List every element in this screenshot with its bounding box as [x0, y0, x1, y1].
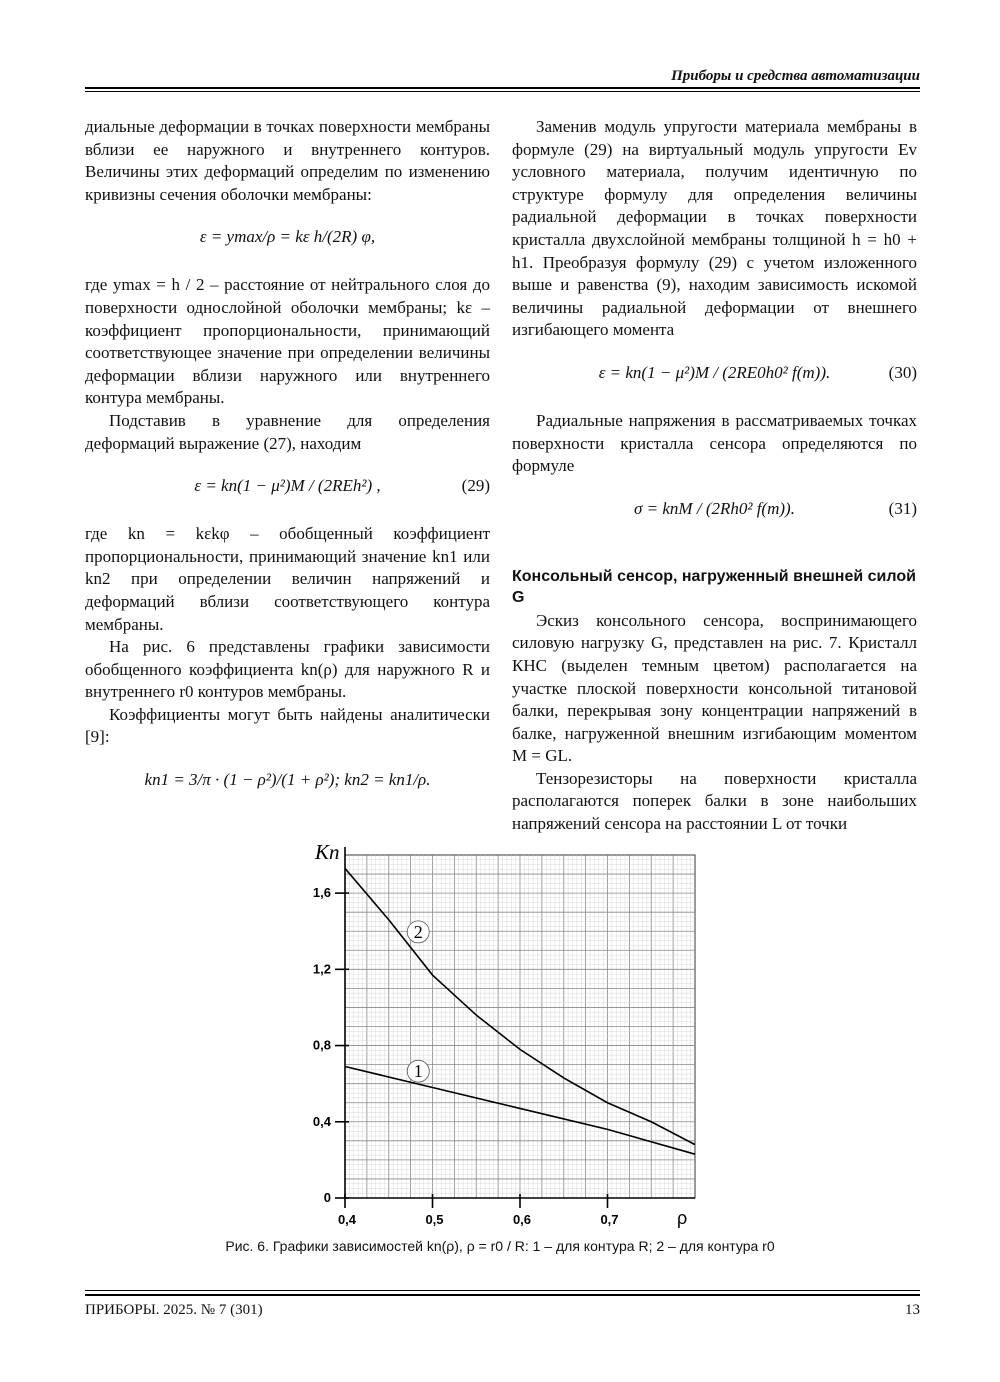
footer-rule-thin: [85, 1290, 920, 1291]
journal-section-title: Приборы и средства автоматизации: [671, 68, 920, 84]
curve-label-2: 2: [413, 921, 423, 942]
footer-rule: [85, 1294, 920, 1296]
figure-caption: Рис. 6. Графики зависимостей kn(ρ), ρ = r0 / R: 1 – для контура R; 2 – для контура r0: [225, 1238, 775, 1254]
x-tick-label: 0,4: [337, 1212, 357, 1227]
page-number: 13: [905, 1302, 920, 1318]
equation-number: (29): [461, 476, 490, 496]
y-tick-label: 0: [323, 1190, 331, 1205]
y-tick-label: 1,2: [312, 961, 331, 977]
paragraph: где kn = kεkφ – обобщенный коэффициент пропорциональности, принимающий значение kn1 или kn2 при определении величин напряжений и деформаций вблизи соответствующего контура мембраны.: [85, 524, 490, 634]
x-tick-label: 0,7: [600, 1212, 619, 1227]
equation-body: ε = kn(1 − μ²)M / (2RE0h0² f(m)).: [598, 362, 831, 382]
paragraph: Коэффициенты могут быть найдены аналитически [9]:: [85, 704, 490, 747]
equation-29: [85, 461, 490, 517]
paragraph: Тензорезисторы на поверхности кристалла располагаются поперек балки в зоне наибольших напряжений сенсора на расстоянии L от точки: [512, 768, 917, 834]
paragraph: Заменив модуль упругости материала мембраны в формуле (29) на виртуальный модуль упругости Ev условного материала, получим идентичную по структуре формулу для определения величины радиальной деформации в точках поверхности кристалла двухслойной мембраны толщиной h = h0 + h1. Преобразуя формулу (29) с учетом изложенного выше и равенства (9), находим зависимость искомой величины радиальной деформации от внешнего изгибающего момента: [512, 117, 917, 340]
page-footer: [85, 1290, 920, 1330]
equation-30: [512, 348, 917, 404]
kn-chart: [300, 840, 710, 1240]
equation-body: kn1 = 3/π · (1 − ρ²)/(1 + ρ²); kn2 = kn1/ρ.: [144, 770, 431, 790]
curve-label-1: 1: [413, 1061, 423, 1082]
journal-issue: ПРИБОРЫ. 2025. № 7 (301): [85, 1302, 263, 1318]
equation-body: ε = kn(1 − μ²)M / (2REh²) ,: [194, 476, 381, 496]
equation: [85, 212, 490, 268]
equation-31: [512, 484, 917, 540]
equation-k: [85, 755, 490, 811]
equation-number: (30): [888, 362, 917, 382]
header-rule-thin: [85, 91, 920, 92]
paragraph: Радиальные напряжения в рассматриваемых точках поверхности кристалла сенсора определяются по формуле: [512, 410, 917, 476]
paragraph: диальные деформации в точках поверхности мембраны вблизи ее наружного и внутреннего контуров. Величины этих деформаций определим по изменению кривизны сечения оболочки мембраны:: [85, 117, 490, 204]
x-tick-label: 0,5: [425, 1212, 444, 1227]
x-axis-label: ρ: [677, 1208, 688, 1228]
equation-body: σ = knM / (2Rh0² f(m)).: [634, 498, 795, 518]
running-header: [85, 60, 920, 94]
y-tick-label: 0,4: [312, 1113, 331, 1129]
right-column: [512, 116, 917, 836]
equation-number: (31): [888, 498, 917, 518]
figure-6: [300, 840, 710, 1240]
equation-body: ε = ymax/ρ = kε h/(2R) φ,: [199, 227, 376, 247]
left-column: [85, 116, 490, 817]
y-tick-label: 1,6: [312, 885, 331, 901]
paragraph: Подставив в уравнение для определения деформаций выражение (27), находим: [85, 410, 490, 453]
paragraph: где ymax = h / 2 – расстояние от нейтрального слоя до поверхности однослойной оболочки мембраны; kε – коэффициент пропорциональности, принимающий соответствующее значение при определении величины деформации вблизи наружного или внутреннего контура мембраны.: [85, 275, 490, 408]
header-rule: [85, 87, 920, 89]
paragraph: На рис. 6 представлены графики зависимости обобщенного коэффициента kn(ρ) для наружного R и внутреннего r0 контуров мембраны.: [85, 637, 490, 702]
section-heading: Консольный сенсор, нагруженный внешней силой G: [512, 567, 916, 606]
y-tick-label: 0,8: [312, 1037, 331, 1053]
y-axis-label: Kn: [315, 840, 340, 864]
x-tick-label: 0,6: [512, 1212, 532, 1227]
paragraph: Эскиз консольного сенсора, воспринимающего силовую нагрузку G, представлен на рис. 7. Кристалл КНС (выделен темным цветом) располагается на участке плоской поверхности консольной титановой балки, перекрывая зону концентрации напряжений в балке, нагруженной внешним изгибающим моментом M = GL.: [512, 610, 917, 766]
